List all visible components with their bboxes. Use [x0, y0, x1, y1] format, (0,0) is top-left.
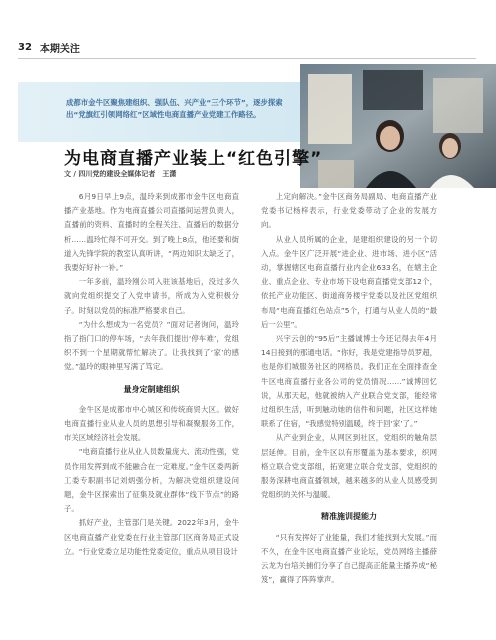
body-paragraph: 6月9日早上9点，温玲来到成都市金牛区电商直播产业基地。作为电商直播公司直播间运营负责人，直播前的资料、直播时的全程关注、直播后的数据分析……温玲忙得不可开交。到了晚上8点，他还要和街道入先锋学院的教室认真听讲，“两边知识太缺乏了，我要好好补一补。”	[64, 192, 239, 273]
right-column	[261, 190, 437, 587]
subheading: 量身定制建组织	[123, 384, 180, 394]
body-paragraph: 金牛区是成都市中心城区和传统商贸大区。做好电商直播行业从业人员的思想引导和凝聚服务工作，市关区域经济社会发展。	[64, 404, 239, 443]
page-header	[18, 40, 80, 54]
article-author: 文 / 四川党的建设全媒体记者 王潇	[64, 170, 177, 178]
body-paragraph: “电商直播行业从业人员数量庞大、流动性强，党员作用发挥到成不能融合在一定难度。”金牛区委两新工委专职副书记刘炳强分析，为解决党组织建设问题，金牛区探索出了征集及就业群体“线下节点”的路子。	[64, 447, 239, 514]
article-title: 为电商直播产业装上“红色引擎”	[64, 149, 323, 169]
page-number: 32	[18, 41, 32, 53]
header-divider	[18, 58, 476, 59]
body-paragraph: 从产业到企业，从网区到社区，党组织的触角层层延伸。目前，金牛区以有形覆盖为基本要求，织网格立联合党支部组，拓宽建立联合党支部，党组织的服务深耕电商直播领域，越来越多的从业人员感受到党组织的关怀与温暖。	[261, 433, 437, 500]
body-paragraph: 上定向解决。”金牛区商务局副局、电商直播产业党委书记杨梓表示，行业党委带动了企业的发展方向。	[261, 192, 437, 230]
subheading: 精准施训提能力	[321, 512, 377, 522]
body-paragraph: “只有发挥好了业能量，我们才能找到大发展。”而不久，在金牛区电商直播产业论坛，党员网络主播薛云龙为台培关捕们分享了自己提高正能量主播养成“秘笈”，赢得了阵阵掌声。	[261, 532, 437, 585]
body-paragraph: 抓好产业，主管部门是关键。2022年3月，金牛区电商直播产业党委在行业主管部门区商务局正式设立。“行业党委立足功能性党委定位，重点从项目设计	[64, 518, 239, 556]
section-name: 本期关注	[39, 43, 80, 55]
livestream-photo	[300, 64, 496, 188]
left-column	[64, 190, 239, 559]
body-paragraph: 一年多前，温玲刚公司入驻该基地后，没过多久就向党组织提交了入党申请书，所成为入党积极分子。时刻以党员的标准严格要求自己。	[64, 277, 239, 315]
body-paragraph: 从业人员所属的企业，是建组织建设的另一个切入点。金牛区广泛开展“进企业、进市场、进小区”活动，掌握辖区电商直播行业内企业633名，在辖主企业、重点企业、专业市场下设电商直播党支部12个，依托产业功能区、街道商务楼宇党委以及社区党组织布局“电商直播红色站点”5个，打通与从业人员的“最后一公里”。	[261, 234, 437, 329]
article-intro: 成都市金牛区聚焦建组织、强队伍、兴产业“三个环节”，逐步探索出“党旗红引领网络红”区域性电商直播产业党建工作路径。	[66, 98, 283, 119]
body-paragraph: 兴宇云创的“95后”主播诚博士今还记得去年4月14日接到的那通电话。“你好，我是党建指导员罗超，也是你们城服务社区的网格员。我们正在全面排查金牛区电商直播行业各公司的党员情况……”诚博回忆说，从那天起，他就被纳入产业联合党支部，能经常过组织生活，听到触动她的信件和问题，社区这样她联系了住宿，“我感觉特别温暖，终于回‘家’了。”	[261, 334, 437, 429]
body-paragraph: “为什么想成为一名党员？”面对记者询问，温玲指了指门口的停车场，“去年我们提出‘停车难’，党组织不到一个星期就帮忙解决了。让我找到了‘家’的感觉。”温玲的眼神里写满了笃定。	[64, 319, 239, 372]
